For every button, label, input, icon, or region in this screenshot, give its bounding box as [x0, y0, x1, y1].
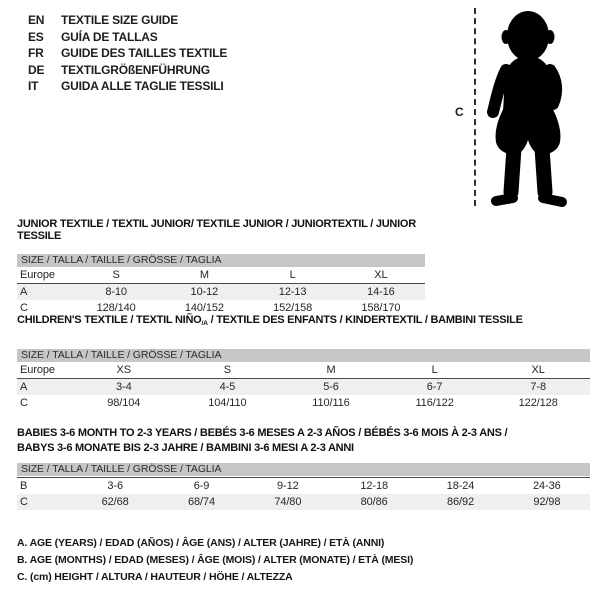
- height-measure-label: C: [455, 105, 464, 119]
- row-label: B: [20, 480, 28, 492]
- height-measure-dashed-line: [474, 8, 476, 206]
- table-cell: 5-6: [323, 380, 339, 393]
- language-row: [28, 29, 227, 46]
- column-header-row: [17, 362, 590, 379]
- size-header-bar: SIZE / TALLA / TAILLE / GRÖSSE / TAGLIA: [17, 349, 590, 362]
- row-label: C: [20, 496, 28, 508]
- language-row: [28, 12, 227, 29]
- table-cell: 116/122: [415, 396, 454, 409]
- table-cell: 92/98: [533, 496, 561, 508]
- table-cell: 6-9: [193, 480, 210, 492]
- section-title: [17, 218, 425, 242]
- table-cell: 158/170: [361, 302, 401, 314]
- section-title-text: CHILDREN'S TEXTILE / TEXTIL NIÑO: [17, 314, 202, 326]
- column-header: M: [199, 269, 209, 281]
- column-header: XS: [116, 363, 132, 376]
- column-header: XL: [531, 363, 545, 376]
- row-label: C: [20, 396, 28, 409]
- section-title-text: BABIES 3-6 MONTH TO 2-3 YEARS / BEBÉS 3-6 MESES A 2-3 AÑOS / BÉBÉS 3-6 MOIS À 2-3 ANS /: [17, 427, 508, 439]
- table-cell: 4-5: [219, 380, 236, 393]
- column-header-row: [17, 267, 425, 284]
- language-title: TEXTILGRÖßENFÜHRUNG: [61, 62, 210, 77]
- footnote-line: B. AGE (MONTHS) / EDAD (MESES) / ÂGE (MOIS) / ALTER (MONATE) / ETÀ (MESI): [17, 553, 414, 566]
- row-label: C: [20, 302, 28, 314]
- table-row: [17, 477, 590, 494]
- table-row: [17, 395, 590, 411]
- table-cell: 80/86: [360, 496, 388, 508]
- section-title: [17, 426, 590, 456]
- language-title: GUIDE DES TAILLES TEXTILE: [61, 46, 228, 61]
- row-label: A: [20, 286, 28, 298]
- language-code: DE: [28, 62, 45, 77]
- table-cell: 9-12: [277, 480, 299, 492]
- table-cell: 8-10: [105, 286, 127, 298]
- column-header: L: [431, 363, 438, 376]
- row-label: Europe: [20, 269, 55, 281]
- language-title: TEXTILE SIZE GUIDE: [61, 13, 179, 27]
- table-row: [17, 284, 425, 300]
- table-cell: 86/92: [446, 496, 474, 508]
- section-title-text: /A: [201, 319, 208, 327]
- table-cell: 3-4: [115, 380, 132, 393]
- table-cell: 10-12: [190, 286, 219, 298]
- table-cell: 18-24: [446, 480, 475, 492]
- section-title-line: [17, 314, 590, 330]
- row-label: Europe: [20, 363, 55, 376]
- language-row: [28, 78, 227, 95]
- language-code: ES: [28, 29, 44, 44]
- section-title: [17, 314, 590, 330]
- table-cell: 110/116: [312, 396, 350, 409]
- language-title: GUÍA DE TALLAS: [61, 29, 158, 44]
- table-cell: 104/110: [208, 396, 247, 409]
- babies-textile-section: [17, 424, 590, 510]
- junior-textile-section: [17, 216, 425, 316]
- table-row: [17, 379, 590, 395]
- footnote-line: A. AGE (YEARS) / EDAD (AÑOS) / ÂGE (ANS) / ALTER (JAHRE) / ETÀ (ANNI): [17, 537, 385, 549]
- table-row: [17, 494, 590, 510]
- table-cell: 152/158: [273, 302, 313, 314]
- table-cell: 98/104: [107, 396, 141, 409]
- column-header: L: [289, 269, 296, 281]
- section-title-line: [17, 426, 590, 441]
- table-cell: 14-16: [367, 286, 395, 298]
- table-cell: 128/140: [96, 302, 136, 314]
- table-cell: 7-8: [530, 380, 546, 393]
- footnote-line: C. (cm) HEIGHT / ALTURA / HAUTEUR / HÖHE / ALTEZZA: [17, 570, 293, 583]
- table-cell: 62/68: [101, 496, 129, 508]
- table-cell: 12-18: [360, 480, 388, 492]
- language-code: EN: [28, 13, 45, 27]
- table-cell: 6-7: [426, 380, 443, 393]
- size-header-bar: SIZE / TALLA / TAILLE / GRÖSSE / TAGLIA: [17, 254, 425, 267]
- column-header: S: [112, 269, 120, 281]
- section-title-text: BABYS 3-6 MONATE BIS 2-3 JAHRE / BAMBINI 3-6 MESI A 2-3 ANNI: [17, 442, 354, 454]
- table-cell: 3-6: [107, 480, 123, 492]
- table-cell: 12-13: [278, 286, 307, 298]
- size-header-bar: SIZE / TALLA / TAILLE / GRÖSSE / TAGLIA: [17, 463, 590, 476]
- language-title-list: [28, 12, 227, 95]
- section-title-line: [17, 218, 425, 242]
- language-code: FR: [28, 46, 44, 61]
- children-textile-section: [17, 314, 590, 411]
- column-header: S: [223, 363, 232, 376]
- table-cell: 140/152: [184, 302, 224, 314]
- section-title-text: / TEXTILE DES ENFANTS / KINDERTEXTIL / BAMBINI TESSILE: [207, 314, 523, 326]
- column-header: M: [326, 363, 336, 376]
- table-cell: 122/128: [518, 396, 558, 409]
- language-code: IT: [28, 79, 39, 94]
- section-title-line: [17, 441, 590, 456]
- language-row: [28, 62, 227, 79]
- language-title: GUIDA ALLE TAGLIE TESSILI: [61, 79, 224, 94]
- row-label: A: [20, 380, 28, 393]
- table-cell: 24-36: [533, 480, 561, 492]
- table-cell: 68/74: [187, 496, 215, 508]
- table-cell: 74/80: [274, 496, 302, 508]
- language-row: [28, 45, 227, 62]
- footnote-legend: [17, 535, 413, 585]
- section-title-text: JUNIOR TEXTILE / TEXTIL JUNIOR/ TEXTILE JUNIOR / JUNIORTEXTIL / JUNIOR TESSILE: [17, 218, 416, 242]
- column-header: XL: [374, 269, 388, 281]
- baby-silhouette-icon: [482, 8, 574, 210]
